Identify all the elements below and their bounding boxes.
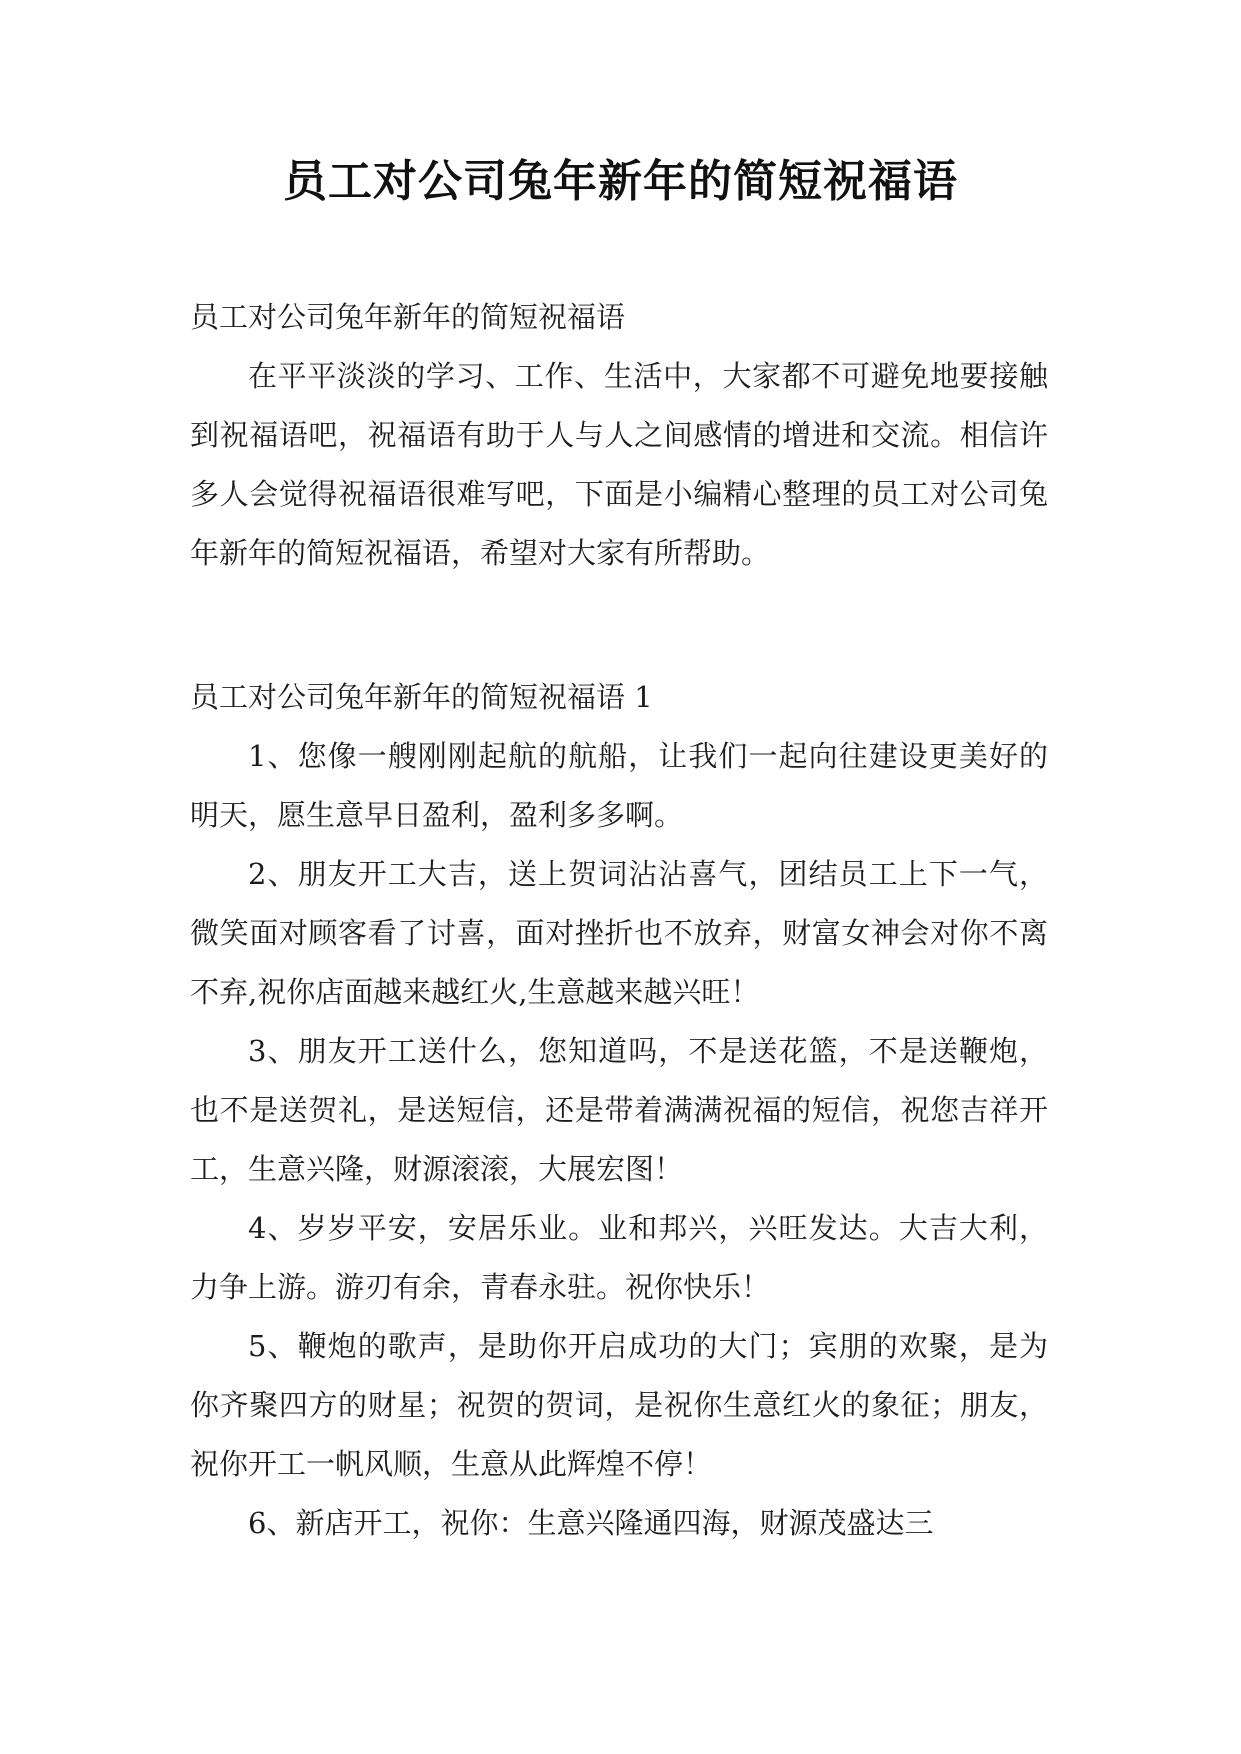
document-title: 员工对公司兔年新年的简短祝福语 — [283, 156, 958, 207]
wish-item-3: 3、朋友开工送什么，您知道吗，不是送花篮，不是送鞭炮，也不是送贺礼，是送短信，还是带着满满祝福的短信，祝您吉祥开工，生意兴隆，财源滚滚，大展宏图！ — [190, 1034, 1048, 1186]
wish-item-1: 1、您像一艘刚刚起航的航船，让我们一起向往建设更美好的明天，愿生意早日盈利，盈利多多啊。 — [190, 739, 1048, 832]
document-body — [190, 288, 1048, 1553]
section-heading: 员工对公司兔年新年的简短祝福语 1 — [190, 680, 653, 714]
section-gap — [190, 583, 1048, 668]
wish-item-6: 6、新店开工，祝你：生意兴隆通四海，财源茂盛达三 — [248, 1506, 934, 1540]
wish-item-4: 4、岁岁平安，安居乐业。业和邦兴，兴旺发达。大吉大利，力争上游。游刃有余，青春永驻。祝你快乐！ — [190, 1211, 1048, 1304]
intro-paragraph: 在平平淡淡的学习、工作、生活中，大家都不可避免地要接触到祝福语吧，祝福语有助于人与人之间感情的增进和交流。相信许多人会觉得祝福语很难写吧，下面是小编精心整理的员工对公司兔年新年的简短祝福语，希望对大家有所帮助。 — [190, 359, 1048, 570]
wish-item-5: 5、鞭炮的歌声，是助你开启成功的大门；宾朋的欢聚，是为你齐聚四方的财星；祝贺的贺词，是祝你生意红火的象征；朋友，祝你开工一帆风顺，生意从此辉煌不停！ — [190, 1329, 1048, 1481]
wish-item-2: 2、朋友开工大吉，送上贺词沾沾喜气，团结员工上下一气，微笑面对顾客看了讨喜，面对挫折也不放弃，财富女神会对你不离不弃,祝你店面越来越红火,生意越来越兴旺！ — [190, 857, 1048, 1009]
intro-heading: 员工对公司兔年新年的简短祝福语 — [190, 300, 626, 334]
